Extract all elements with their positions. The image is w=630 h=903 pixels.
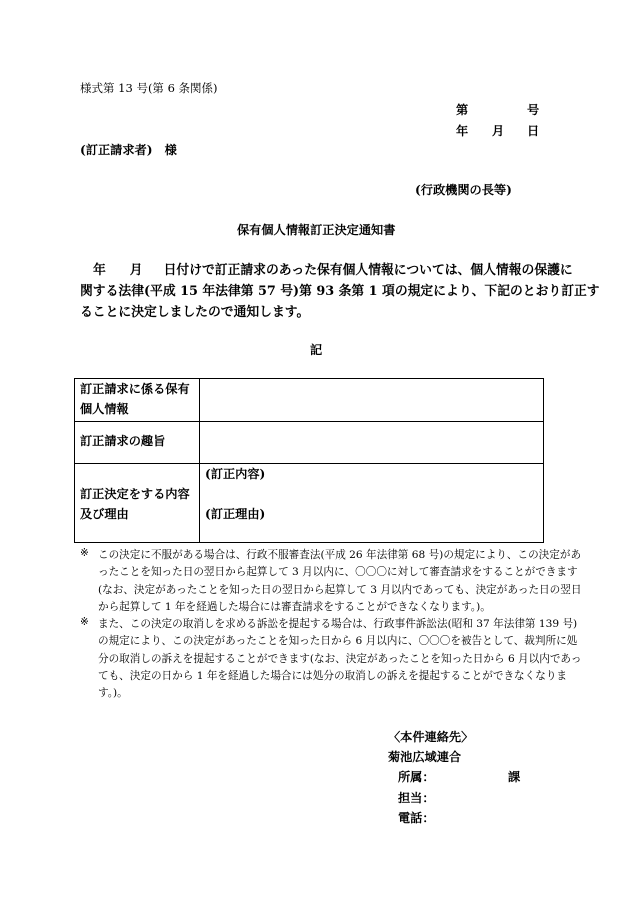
contact-person-label: 担当： [398,791,435,805]
document-title: 保有個人情報訂正決定通知書 [237,223,396,237]
notes [80,547,582,703]
row3-label-line2: 及び理由 [80,507,129,521]
row3-content-reason: (訂正理由) [205,507,266,521]
ki-label: 記 [310,343,323,357]
contact-heading: 〈本件連絡先〉 [388,730,474,744]
contact-dept-label: 所属： [398,770,435,784]
doc-number-dai: 第 [456,103,469,117]
form-number: 様式第 13 号(第 6 条関係) [80,81,218,95]
date-month: 月 [492,124,505,138]
row1-label-line1: 訂正請求に係る保有 [80,382,190,396]
sender: (行政機関の長等) [415,183,512,197]
correction-table [74,378,544,543]
body-line-2: 関する法律(平成 15 年法律第 57 号)第 93 条第 1 項の規定により、下記のとおり訂正す [80,284,600,299]
table-row-separator-2 [75,463,543,464]
row1-label-line2: 個人情報 [80,402,129,416]
note-2: ※ また、この決定の取消しを求める訴訟を提起する場合は、行政事件訴訟法(昭和 37 年法律第 139 号) の規定により、この決定があったことを知った日から 6 月以内に、〇〇〇を被告として、裁判所に処 分の取消しの訴えを提起することができます(なお、決定があったことを知った日から 6 月以内であっ ても、決定の日から 1 年を経過した場合には処分の取消しの訴えを提起することができなくなりま す。)。 [80,616,582,700]
note-1-mark: ※ [80,547,89,559]
body-line-3: ることに決定しましたので通知します。 [80,305,310,320]
note-2-mark: ※ [80,616,89,629]
row2-label: 訂正請求の趣旨 [80,434,166,448]
addressee: (訂正請求者) 様 [80,143,177,157]
body-line-1: 年 月 日付けで訂正請求のあった保有個人情報については、個人情報の保護に [93,263,573,278]
date-day: 日 [527,124,540,138]
date-year: 年 [456,124,469,138]
note-1: ※ この決定に不服がある場合は、行政不服審査法(平成 26 年法律第 68 号)の規定により、この決定があ ったことを知った日の翌日から起算して 3 月以内に、〇〇〇に対して審査請求をすることができます (なお、決定があったことを知った日の翌日から起算して 3 月以内であっても、決定があった日の翌日 から起算して 1 年を経過した場合には審査請求をすることができなくなります。)。 [80,547,582,613]
table-divider [199,379,200,542]
contact-dept-suffix: 課 [508,770,521,784]
row3-content-correction: (訂正内容) [205,467,266,481]
row3-label-line1: 訂正決定をする内容 [80,487,190,501]
table-row-separator-1 [75,421,543,422]
doc-number-go: 号 [527,103,540,117]
body-paragraph [80,260,600,323]
contact-org: 菊池広域連合 [388,750,462,764]
contact-phone-label: 電話： [398,811,435,825]
